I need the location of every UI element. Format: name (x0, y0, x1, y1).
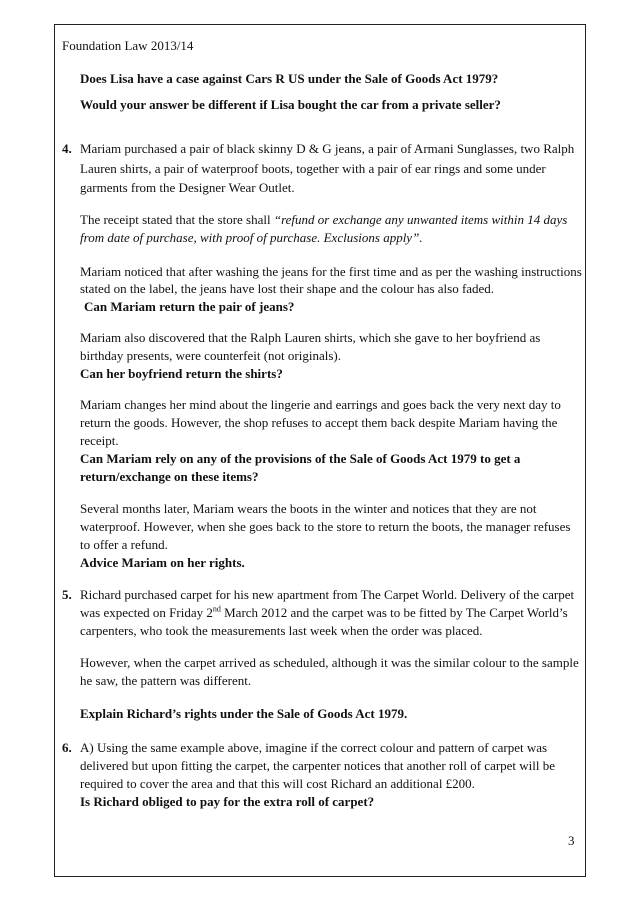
intro-question-1: Does Lisa have a case against Cars R US under the Sale of Goods Act 1979? (80, 71, 499, 86)
question-5-number: 5. (62, 587, 72, 602)
q6-text-line: delivered but upon fitting the carpet, the carpenter notices that another roll of carpet will be (80, 758, 556, 773)
receipt-quote: “refund or exchange any unwanted items within 14 days (273, 212, 568, 227)
intro-question-2: Would your answer be different if Lisa bought the car from a private seller? (80, 97, 501, 112)
q4-text-line: Lauren shirts, a pair of waterproof boots, together with a pair of ear rings and some under (80, 161, 546, 176)
q4-question-c: return/exchange on these items? (80, 469, 259, 484)
q4-question-b: Can her boyfriend return the shirts? (80, 366, 283, 381)
q5-text-part: was expected on Friday 2 (80, 605, 213, 620)
page-header: Foundation Law 2013/14 (62, 38, 194, 53)
q4-question-d: Advice Mariam on her rights. (80, 555, 245, 570)
q4-text-line: Mariam noticed that after washing the jeans for the first time and as per the washing instructions (80, 264, 582, 279)
q5-text-line: carpenters, who took the measurements last week when the order was placed. (80, 623, 483, 638)
q4-text-line: garments from the Designer Wear Outlet. (80, 180, 295, 195)
q4-question-a: Can Mariam return the pair of jeans? (84, 299, 295, 314)
q4-text-line: birthday presents, were counterfeit (not originals). (80, 348, 341, 363)
q4-text-line: waterproof. However, when she goes back to the store to return the boots, the manager refuses (80, 519, 571, 534)
q5-text-part: March 2012 and the carpet was to be fitted by The Carpet World’s (220, 605, 568, 620)
q6-question: Is Richard obliged to pay for the extra roll of carpet? (80, 794, 375, 809)
q4-text-line: to offer a refund. (80, 537, 168, 552)
q4-text-line: return the goods. However, the shop refuses to accept them back despite Mariam having the (80, 415, 558, 430)
q4-text-line: Mariam changes her mind about the lingerie and earrings and goes back the very next day to (80, 397, 561, 412)
q6-text-line: A) Using the same example above, imagine if the correct colour and pattern of carpet was (80, 740, 548, 755)
q5-text-line: he saw, the pattern was different. (80, 673, 252, 688)
q4-text-line: receipt. (80, 433, 119, 448)
q5-text-line: Richard purchased carpet for his new apartment from The Carpet World. Delivery of the carpet (80, 587, 575, 602)
q5-text-line: However, when the carpet arrived as scheduled, although it was the similar colour to the sample (80, 655, 579, 670)
q5-question: Explain Richard’s rights under the Sale of Goods Act 1979. (80, 706, 408, 721)
q4-text-line: Mariam purchased a pair of black skinny D & G jeans, a pair of Armani Sunglasses, two Ralph (80, 141, 575, 156)
q4-text-line: Several months later, Mariam wears the boots in the winter and notices that they are not (80, 501, 537, 516)
page-number: 3 (568, 833, 575, 848)
q4-question-c: Can Mariam rely on any of the provisions of the Sale of Goods Act 1979 to get a (80, 451, 521, 466)
q4-text-line: stated on the label, the jeans have lost their shape and the colour has also faded. (80, 281, 495, 296)
q4-text-line: Mariam also discovered that the Ralph Lauren shirts, which she gave to her boyfriend as (80, 330, 541, 345)
receipt-quote-line: from date of purchase, with proof of purchase. Exclusions apply”. (80, 230, 423, 245)
receipt-text: The receipt stated that the store shall (80, 212, 274, 227)
q6-text-line: required to cover the area and that this will cost Richard an additional £200. (80, 776, 475, 791)
q5-text-line (80, 605, 568, 621)
question-4-number: 4. (62, 141, 72, 156)
question-6-number: 6. (62, 740, 72, 755)
q4-receipt-line (80, 212, 567, 228)
q5-superscript: nd (212, 604, 221, 614)
